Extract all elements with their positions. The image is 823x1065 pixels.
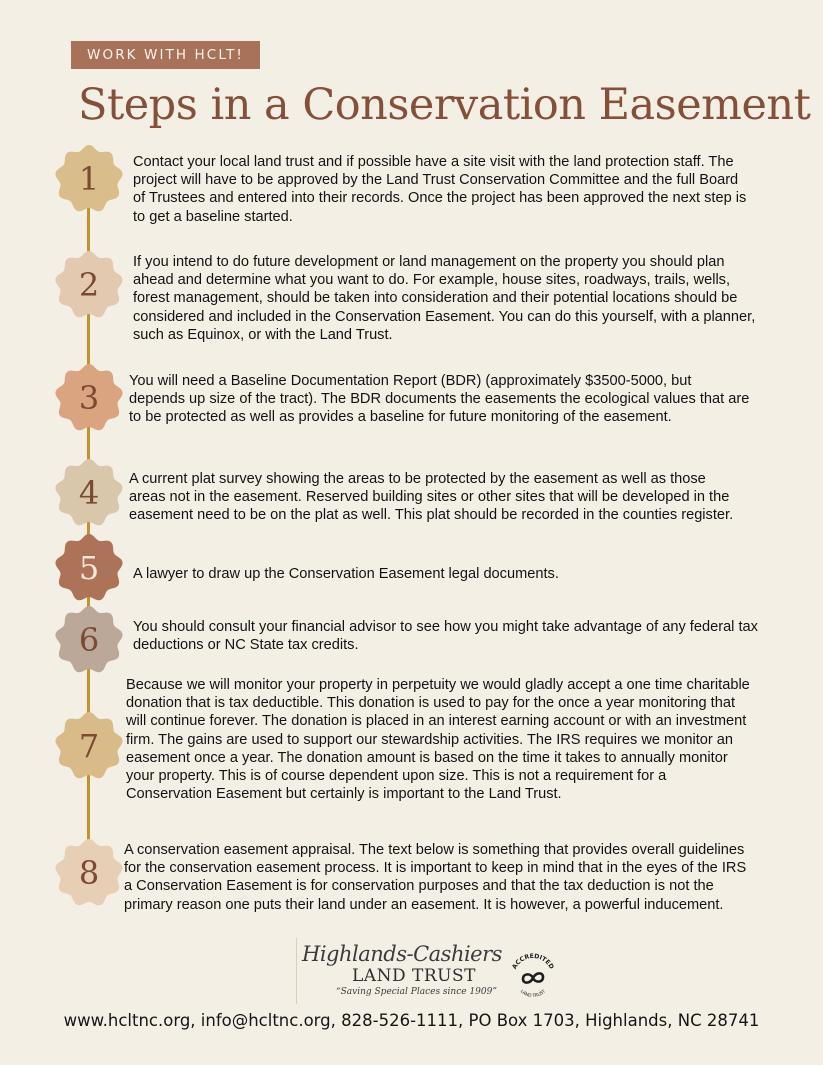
step-number-7: 7 (78, 727, 100, 765)
step-number-5: 5 (78, 549, 100, 587)
logo-main-text: LAND TRUST (352, 966, 476, 986)
step-badge-5 (54, 533, 124, 603)
accreditation-seal-icon (506, 950, 560, 1004)
step-text-4: A current plat survey showing the areas to be protected by the easement as well as those areas not in the easement. Reserved building sites or other sites that will be developed in the easement need to be on the plat as well. This plat should be recorded in the counties register. (129, 471, 734, 524)
footer-contact: www.hcltnc.org, info@hcltnc.org, 828-526-1111, PO Box 1703, Highlands, NC 28741 (63, 1011, 760, 1030)
step-text-2: If you intend to do future development or land management on the property you should plan ahead and determine what you want to do. For example, house sites, roadways, trails, wells, forest management, should be taken into consideration and their potential locations should be considered and included in the Conservation Easement. You can do this yourself, with a planner, such as Equinox, or with the Land Trust. (133, 254, 756, 343)
land-trust-logo (296, 938, 571, 1006)
step-text-7: Because we will monitor your property in perpetuity we would gladly accept a one time charitable donation that is tax deductible. This donation is used to pay for the once a year monitoring that will continue forever. The donation is placed in an interest earning account or with an investment firm. The gains are used to support our stewardship activities. The IRS requires we monitor an easement once a year. The donation amount is based on the time it takes to annually monitor your property. This is of course dependent upon size. This is not a requirement for a Conservation Easement but certainly is important to the Land Trust. (126, 677, 750, 803)
step-badge-7 (54, 711, 124, 781)
step-number-1: 1 (78, 160, 100, 198)
step-badge-8 (54, 838, 124, 908)
step-badge-6 (54, 605, 124, 675)
step-number-8: 8 (78, 854, 100, 892)
svg-text:ACCREDITED: ACCREDITED (511, 952, 555, 971)
logo-divider (296, 938, 297, 1004)
step-text-3: You will need a Baseline Documentation Report (BDR) (approximately $3500-5000, but depends up size of the tract). The BDR documents the easements the ecological values that are to be protected as well as provides a baseline for future monitoring of the easement. (129, 373, 750, 426)
step-number-6: 6 (78, 621, 100, 659)
step-text-5: A lawyer to draw up the Conservation Easement legal documents. (133, 566, 559, 582)
step-text-6: You should consult your financial advisor to see how you might take advantage of any federal tax deductions or NC State tax credits. (133, 619, 758, 654)
step-badge-4 (54, 458, 124, 528)
step-badge-3 (54, 363, 124, 433)
step-number-2: 2 (78, 266, 100, 304)
svg-text:LAND TRUST: LAND TRUST (519, 989, 547, 1000)
logo-tagline: “Saving Special Places since 1909” (336, 987, 497, 997)
step-text-8: A conservation easement appraisal. The text below is something that provides overall guidelines for the conservation easement process. It is important to keep in mind that in the eyes of the IRS a Conservation Easement is for conservation purposes and that the tax deduction is not the primary reason one puts their land under an easement. It is however, a powerful inducement. (124, 842, 747, 913)
page-title: Steps in a Conservation Easement (78, 80, 811, 130)
step-text-1: Contact your local land trust and if possible have a site visit with the land protection staff. The project will have to be approved by the Land Trust Conservation Committee and the full Board of Trustees and entered into their records. Once the project has been approved the next step is to get a baseline started. (133, 154, 747, 225)
step-badge-1 (54, 144, 124, 214)
header-tag: WORK WITH HCLT! (71, 41, 260, 69)
logo-script-text: Highlands-Cashiers (302, 942, 502, 966)
step-number-4: 4 (78, 474, 100, 512)
step-badge-2 (54, 250, 124, 320)
step-number-3: 3 (78, 379, 100, 417)
